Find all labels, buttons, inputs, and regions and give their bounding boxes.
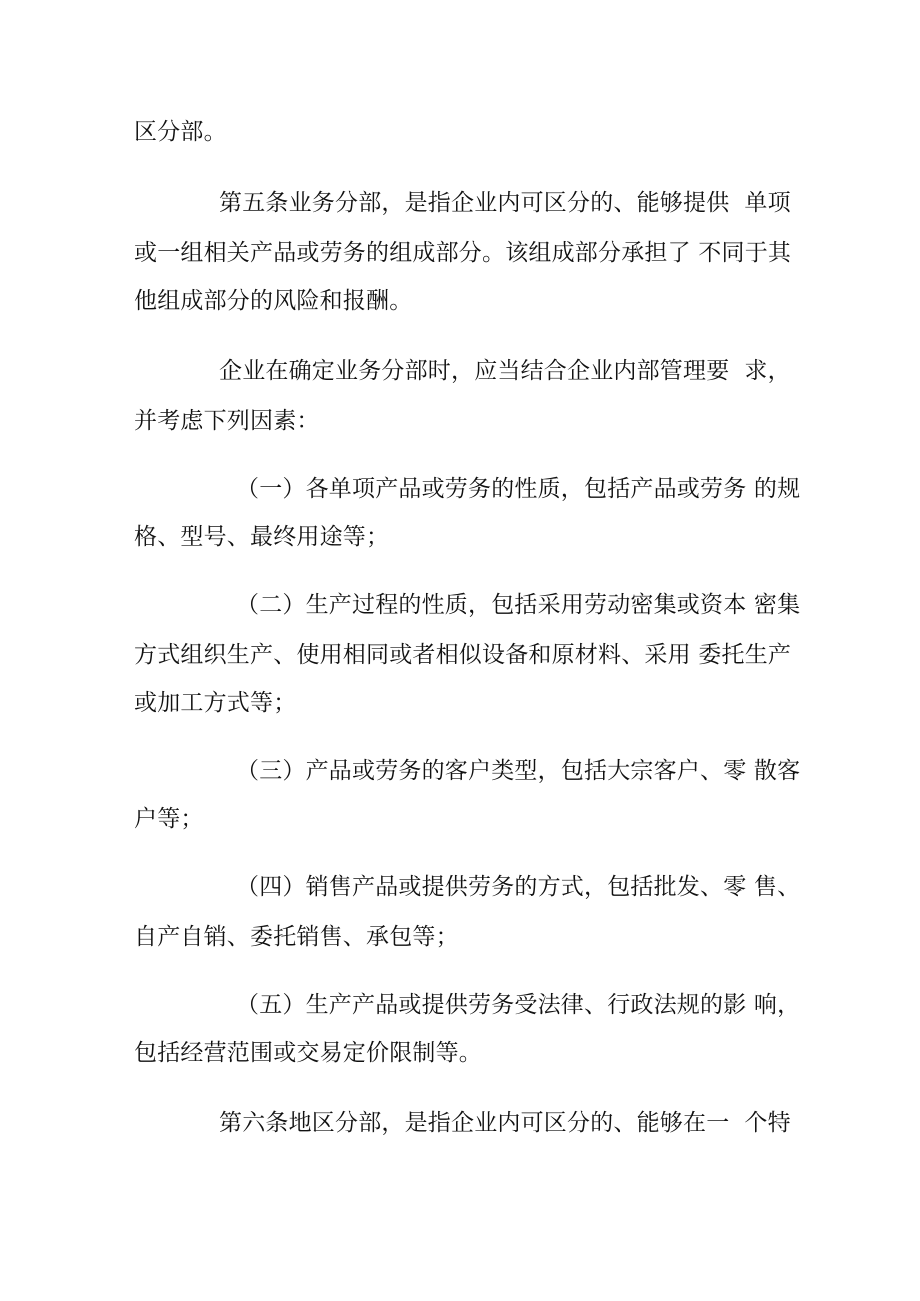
text-line: 区分部。 (134, 119, 227, 145)
text-line: 并考虑下列因素： (134, 408, 320, 434)
text-line: 格、型号、最终用途等； (134, 524, 390, 550)
text-line: 包括经营范围或交易定价限制等。 (134, 1040, 482, 1066)
text-line: （三）产品或劳务的客户类型，包括大宗客户、零 散客 (236, 758, 801, 784)
text-line: 他组成部分的风险和报酬。 (134, 288, 413, 314)
text-line: 企业在确定业务分部时，应当结合企业内部管理要 求， (219, 358, 791, 384)
text-line: 自产自销、委托销售、承包等； (134, 924, 459, 950)
text-line: 第六条地区分部，是指企业内可区分的、能够在一 个特 (219, 1110, 791, 1136)
text-line: 方式组织生产、使用相同或者相似设备和原材料、采用 委托生产 (134, 642, 792, 668)
text-line: 第五条业务分部，是指企业内可区分的、能够提供 单项 (219, 190, 791, 216)
text-line: 或加工方式等； (134, 690, 297, 716)
text-line: 户等； (134, 806, 204, 832)
text-line: （五）生产产品或提供劳务受法律、行政法规的影 响， (236, 992, 801, 1018)
text-line: （二）生产过程的性质，包括采用劳动密集或资本 密集 (236, 592, 801, 618)
text-line: （四）销售产品或提供劳务的方式，包括批发、零 售、 (236, 874, 801, 900)
text-line: （一）各单项产品或劳务的性质，包括产品或劳务 的规 (236, 476, 801, 502)
text-line: 或一组相关产品或劳务的组成部分。该组成部分承担了 不同于其 (134, 240, 792, 266)
